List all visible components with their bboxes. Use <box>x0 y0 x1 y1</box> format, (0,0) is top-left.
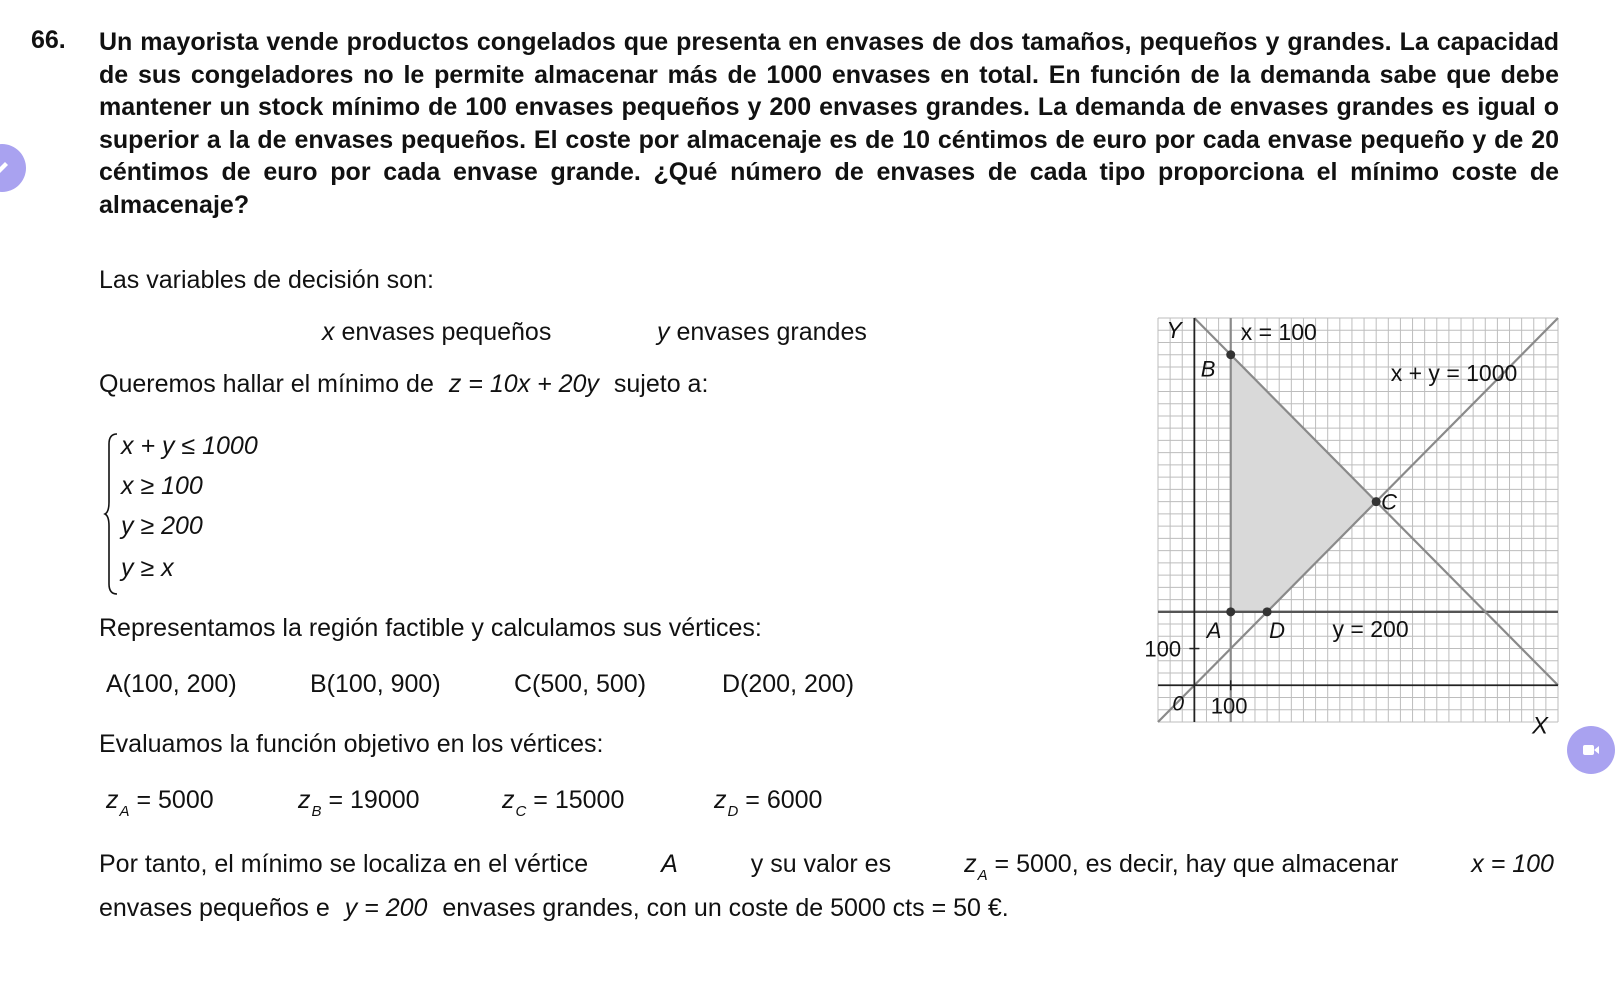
conclusion-y: y = 200 <box>344 894 428 922</box>
objective-expression: z = 10x + 20y <box>448 370 599 398</box>
eval-b-sub: B <box>311 803 322 820</box>
objective-suffix: sujeto a: <box>613 370 709 398</box>
eval-a <box>106 786 214 820</box>
conclusion-line-2 <box>99 894 1009 923</box>
vertex-a: A(100, 200) <box>106 670 237 698</box>
conclusion-line2-part-2: envases grandes, con un coste de 5000 cts = 50 €. <box>442 894 1009 922</box>
evaluate-text: Evaluamos la función objetivo en los vértices: <box>99 730 604 758</box>
conclusion-z-sub: A <box>977 867 988 884</box>
axis-x-label: X <box>1532 712 1549 740</box>
conclusion-z: z <box>964 850 977 878</box>
eval-c-value: = 15000 <box>533 786 625 814</box>
vertex-d: D(200, 200) <box>722 670 855 698</box>
eval-a-value: = 5000 <box>136 786 214 814</box>
vertex-point-a <box>1226 607 1235 616</box>
variables-intro: Las variables de decisión son: <box>99 266 434 294</box>
constraint-1: x + y ≤ 1000 <box>121 432 258 460</box>
eval-d-z: z <box>714 786 727 814</box>
conclusion-part-1: Por tanto, el mínimo se localiza en el vértice <box>99 850 589 878</box>
eval-a-sub: A <box>119 803 130 820</box>
video-button[interactable] <box>1567 726 1615 774</box>
var-y-symbol: y <box>657 318 670 346</box>
problem-statement: Un mayorista vende productos congelados que presenta en envases de dos tamaños, pequeños y grandes. La capacidad de sus congeladores no le permite almacenar más de 1000 envases en total. En función de la demanda sabe que debe mantener un stock mínimo de 100 envases pequeños y 200 envases grandes. La demanda de envases grandes es igual o superior a la de envases pequeños. El coste por almacenaje es de 10 céntimos de euro por cada envase pequeño y de 20 céntimos de euro por cada envase grande. ¿Qué número de envases de cada tipo proporciona el mínimo coste de almacenaje? <box>99 28 1559 219</box>
conclusion-z-wrap <box>964 850 1399 884</box>
var-x-symbol: x <box>322 318 335 346</box>
tick-x-label: 100 <box>1210 693 1248 719</box>
feasible-region-graph <box>1144 316 1558 740</box>
eval-b-value: = 19000 <box>328 786 420 814</box>
region-text: Representamos la región factible y calculamos sus vértices: <box>99 614 762 642</box>
eval-d-sub: D <box>727 803 739 820</box>
var-y-desc: envases grandes <box>676 318 867 346</box>
point-d-label: D <box>1269 617 1285 643</box>
constraint-4: y ≥ x <box>121 554 174 582</box>
variable-y <box>657 318 867 347</box>
var-x-desc: envases pequeños <box>341 318 552 346</box>
vertex-point-b <box>1226 350 1235 359</box>
conclusion-line-1 <box>99 850 1554 884</box>
conclusion-part-2: y su valor es <box>750 850 892 878</box>
eval-a-z: z <box>106 786 119 814</box>
line-sum-label: x + y = 1000 <box>1390 360 1518 387</box>
video-icon <box>1582 743 1600 757</box>
point-b-label: B <box>1200 356 1216 382</box>
vertex-point-d <box>1263 607 1272 616</box>
line-x100-label: x = 100 <box>1240 319 1317 345</box>
objective-line <box>99 370 708 399</box>
point-a-label: A <box>1206 617 1222 643</box>
line-y200-label: y = 200 <box>1332 615 1409 642</box>
conclusion-line2-part-1: envases pequeños e <box>99 894 330 922</box>
eval-c-sub: C <box>515 803 527 820</box>
eval-c-z: z <box>502 786 515 814</box>
eval-d <box>714 786 823 820</box>
eval-b <box>298 786 420 820</box>
constraint-2: x ≥ 100 <box>121 472 203 500</box>
conclusion-value: = 5000 <box>994 850 1072 878</box>
conclusion-vertex: A <box>661 850 678 878</box>
problem-number: 66. <box>31 26 66 54</box>
constraint-3: y ≥ 200 <box>121 512 203 540</box>
vertex-c: C(500, 500) <box>514 670 647 698</box>
annotate-button[interactable] <box>0 144 26 192</box>
tick-y-label: 100 <box>1144 636 1182 662</box>
constraint-brace <box>104 432 120 596</box>
eval-c <box>502 786 625 820</box>
vertex-b: B(100, 900) <box>310 670 441 698</box>
eval-d-value: = 6000 <box>745 786 823 814</box>
conclusion-part-3: , es decir, hay que almacenar <box>1071 850 1399 878</box>
objective-prefix: Queremos hallar el mínimo de <box>99 370 434 398</box>
origin-label: 0 <box>1172 692 1185 716</box>
axis-y-label: Y <box>1166 317 1182 343</box>
point-c-label: C <box>1381 489 1398 515</box>
conclusion-x: x = 100 <box>1471 850 1554 878</box>
eval-b-z: z <box>298 786 311 814</box>
variable-x <box>322 318 551 347</box>
pen-icon <box>0 159 11 177</box>
vertex-point-c <box>1372 497 1381 506</box>
